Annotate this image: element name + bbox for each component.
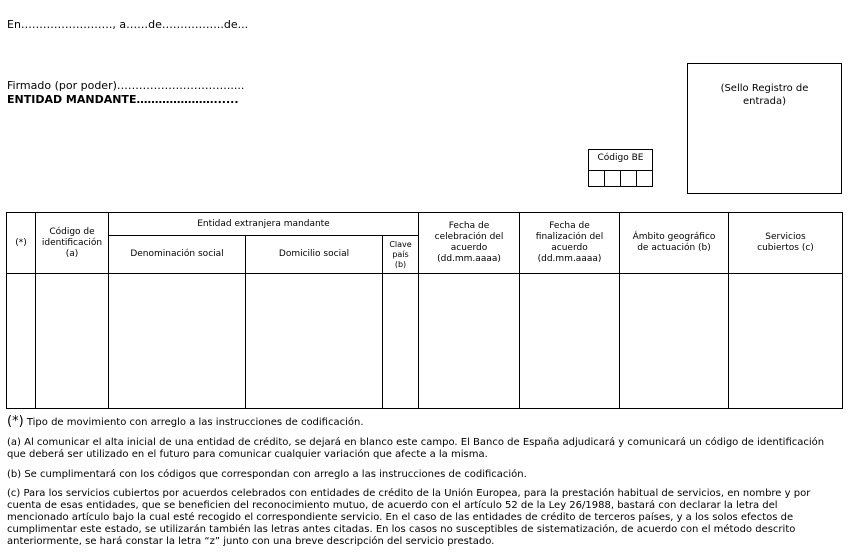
stamp-label: (Sello Registro de entrada): [720, 83, 809, 107]
place-date-line: En……………………., a……de……………..de...: [7, 18, 249, 31]
note-b: (b) Se cumplimentará con los códigos que correspondan con arreglo a las instrucciones de codificación.: [7, 469, 527, 480]
col-servicios-header: Servicios cubiertos (c): [757, 232, 814, 253]
col-domicilio-header: Domicilio social: [278, 249, 350, 259]
entity-line: ENTIDAD MANDANTE…………………......: [7, 93, 239, 106]
note-star-text: Tipo de movimiento con arreglo a las instrucciones de codificación.: [26, 417, 364, 428]
codigo-be-box: [588, 149, 653, 187]
stamp-box: [687, 63, 842, 194]
note-a: (a) Al comunicar el alta inicial de una entidad de crédito, se dejará en blanco este campo. El Banco de España adjudicará y comunicará un código de identificación que deberá ser utilizado en el futuro para comunicar cualquier variación que afecte a la misma.: [7, 437, 825, 460]
codigo-be-label: Código BE: [597, 153, 644, 163]
col-codigo-header: Código de identificación (a): [41, 226, 103, 259]
note-star: [7, 416, 842, 429]
signed-line: Firmado (por poder)………………………….....: [7, 79, 245, 92]
col-star-header: (*): [15, 237, 27, 248]
col-clave-header: Clave país (b): [389, 239, 412, 269]
note-star-mark: (*): [7, 414, 24, 429]
note-c: (c) Para los servicios cubiertos por acuerdos celebrados con entidades de crédito de la Unión Europea, para la prestación habitual de servicios, en nombre y por cuenta de esas entidades, que se beneficien del reconocimiento mutuo, de acuerdo con el artículo 52 de la Ley 26/1988, bastará con declarar la letra del mencionado artículo bajo la cual esté recogido el correspondiente servicio. En el caso de las entidades de crédito de terceros países, y a los solos efectos de cumplimentar este estado, se utilizarán también las letras antes citadas. En los casos no susceptibles de sistematización, de acuerdo con el método descrito anteriormente, se hará constar la letra “z” junto con una breve descripción del servicio prestado.: [7, 488, 811, 547]
col-fecha-finalizacion-header: Fecha de finalización del acuerdo (dd.mm.aaaa): [535, 221, 604, 264]
col-ambito-header: Ámbito geográfico de actuación (b): [632, 232, 716, 253]
col-fecha-celebracion-header: Fecha de celebración del acuerdo (dd.mm.aaaa): [434, 221, 504, 264]
col-denominacion-header: Denominación social: [130, 249, 224, 259]
group-entidad-header: Entidad extranjera mandante: [197, 218, 330, 229]
declaration-table: [6, 212, 843, 409]
